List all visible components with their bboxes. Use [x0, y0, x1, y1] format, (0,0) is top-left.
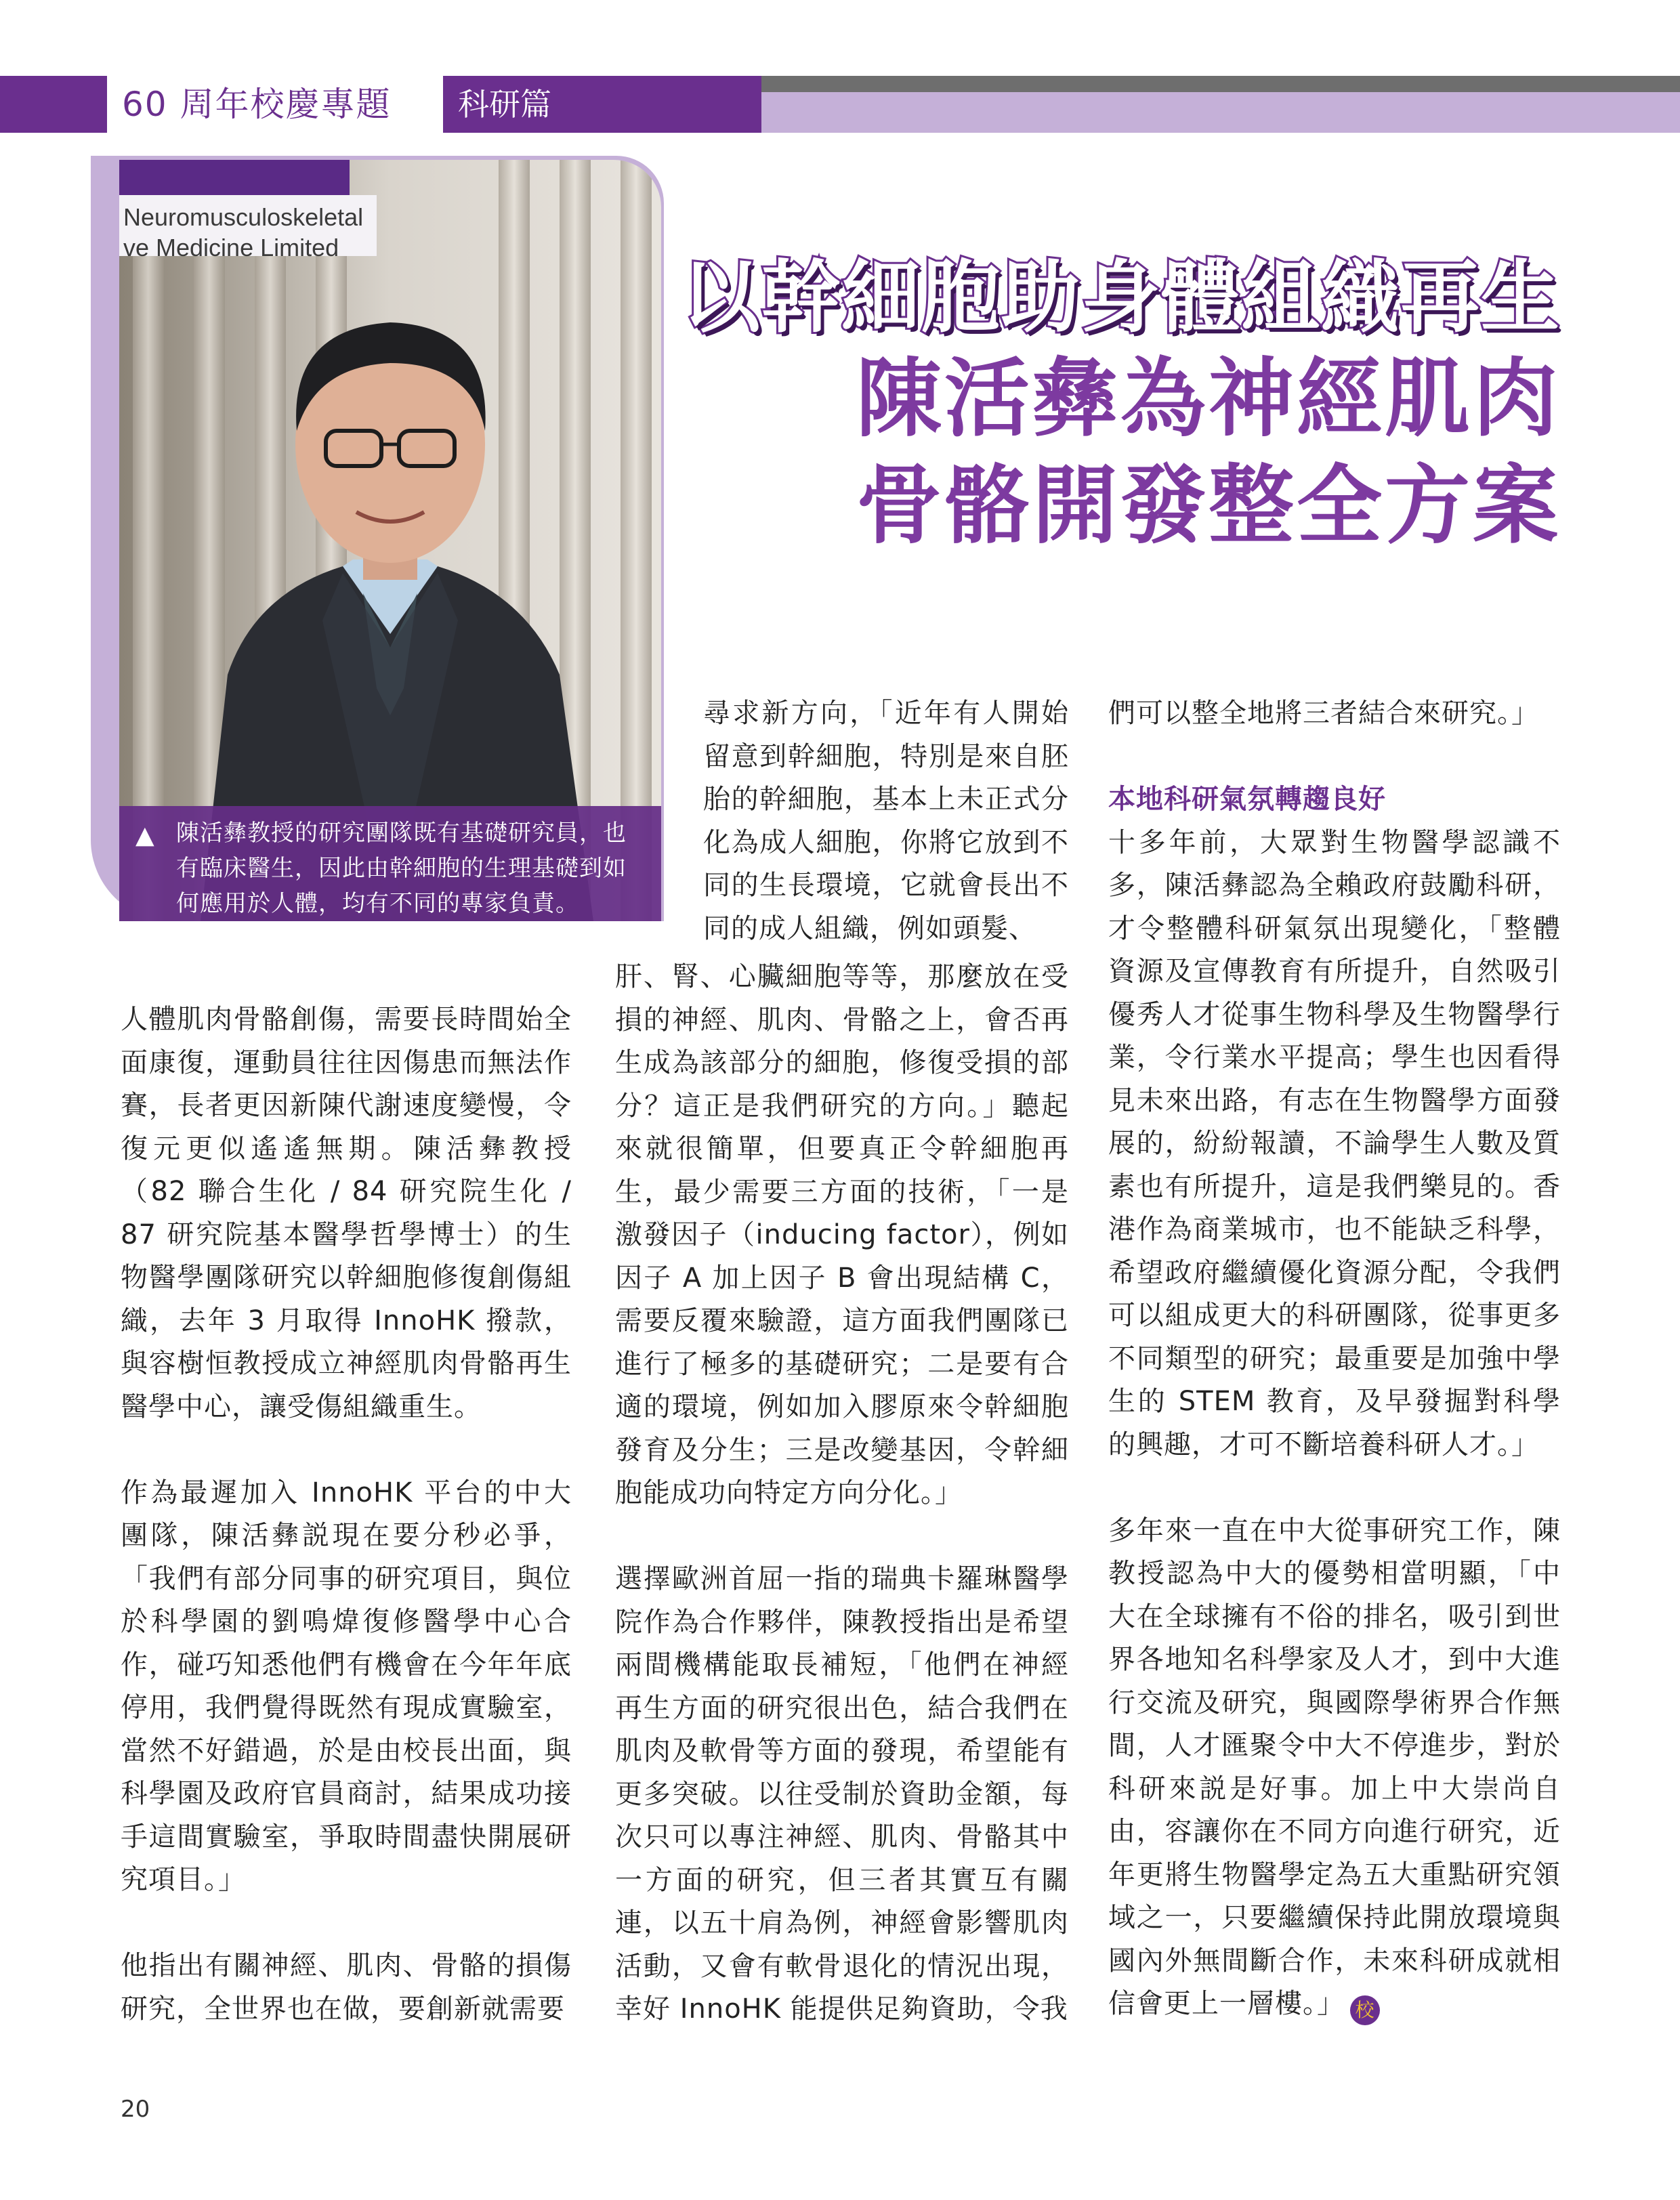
- paragraph: 作為最遲加入 InnoHK 平台的中大團隊，陳活彝説現在要分秒必爭，「我們有部分同事的研究項目，與位於科學園的劉鳴煒復修醫學中心合作，碰巧知悉他們有機會在今年年底停用，我們覺得既然有現成實驗室，當然不好錯過，於是由校長出面，與科學園及政府官員商討，結果成功接手這間實驗室，爭取時間盡快開展研究項目。」: [121, 1477, 572, 1895]
- article-column-1: [121, 998, 572, 2031]
- caption-triangle-icon: ▲: [135, 822, 154, 849]
- subheadline-line-1: 陳活彝為神經肌肉: [856, 349, 1561, 448]
- series-label: 60 周年校慶專題: [122, 85, 392, 124]
- header-accent-bar: [0, 76, 107, 133]
- header-gray-bar: [761, 76, 1680, 92]
- paragraph: 選擇歐洲首屈一指的瑞典卡羅琳醫學院作為合作夥伴，陳教授指出是希望兩間機構能取長補短，「他們在神經再生方面的研究很出色，結合我們在肌肉及軟骨等方面的發現，希望能有更多突破。以往受制於資助金額，每次只可以專注神經、肌肉、骨骼其中一方面的研究，但三者其實互有關連，以五十肩為例，神經會影響肌肉活動，又會有軟骨退化的情況出現，幸好 InnoHK 能提供足夠資助，令我: [615, 1563, 1069, 2025]
- paragraph: 十多年前，大眾對生物醫學認識不多，陳活彝認為全賴政府鼓勵科研，才令整體科研氣氛出現變化，「整體資源及宣傳教育有所提升，自然吸引優秀人才從事生物科學及生物醫學行業，令行業水平提高；學生也因看得見未來出路，有志在生物醫學方面發展的，紛紛報讀，不論學生人數及質素也有所提升，這是我們樂見的。香港作為商業城市，也不能缺乏科學，希望政府繼續優化資源分配，令我們可以組成更大的科研團隊，從事更多不同類型的研究；最重要是加強中學生的 STEM 教育，及早發掘對科學的興趣，才可不斷培養科研人才。」: [1108, 826, 1561, 1460]
- section-label: 科研篇: [443, 76, 761, 133]
- article-column-2: [615, 956, 1069, 2031]
- paragraph: 人體肌肉骨骼創傷，需要長時間始全面康復，運動員往往因傷患而無法作賽，長者更因新陳代謝速度變慢，令復元更似遙遙無期。陳活彝教授（82 聯合生化 / 84 研究院生化 / 87 研究院基本醫學哲學博士）的生物醫學團隊研究以幹細胞修復創傷組織，去年 3 月取得 InnoHK 撥款，與容樹恒教授成立神經肌肉骨骼再生醫學中心，讓受傷組織重生。: [121, 1004, 572, 1422]
- photo-caption: [119, 806, 661, 921]
- article-column-3: [1108, 692, 1561, 2026]
- paragraph: 多年來一直在中大從事研究工作，陳教授認為中大的優勢相當明顯，「中大在全球擁有不俗的排名，吸引到世界各地知名科學家及人才，到中大進行交流及研究，與國際學術界合作無間，人才匯聚令中大不停進步，對於科研來説是好事。加上中大崇尚自由，容讓你在不同方向進行研究，近年更將生物醫學定為五大重點研究領域之一，只要繼續保持此開放環境與國內外無間斷合作，未來科研成就相信會更上一層樓。」: [1108, 1515, 1561, 2019]
- subheadline-line-2: 骨骼開發整全方案: [856, 456, 1561, 555]
- paragraph: 們可以整全地將三者結合來研究。」: [1108, 698, 1539, 729]
- header-lavender-bar: [761, 92, 1680, 133]
- sign-line-1: Neuromusculoskeletal: [123, 203, 364, 231]
- end-mark-icon: 校: [1350, 1995, 1380, 2025]
- page-number: 20: [121, 2096, 150, 2123]
- paragraph: 肝、腎、心臟細胞等等，那麼放在受損的神經、肌肉、骨骼之上，會否再生成為該部分的細胞，修復受損的部分？這正是我們研究的方向。」聽起來就很簡單，但要真正令幹細胞再生，最少需要三方面的技術，「一是激發因子（inducing factor），例如因子 A 加上因子 B 會出現結構 C，需要反覆來驗證，這方面我們團隊已進行了極多的基礎研究；二是要有合適的環境，例如加入膠原來令幹細胞發育及分生；三是改變基因，令幹細胞能成功向特定方向分化。」: [615, 961, 1069, 1508]
- section-subheading: 本地科研氣氛轉趨良好: [1108, 784, 1386, 815]
- paragraph: 他指出有關神經、肌肉、骨骼的損傷研究，全世界也在做，要創新就需要: [121, 1950, 572, 2025]
- article-column-2-top: [703, 692, 1069, 950]
- subheadline: [612, 345, 1561, 559]
- caption-text: 陳活彝教授的研究團隊既有基礎研究員，也有臨床醫生，因此由幹細胞的生理基礎到如何應用於人體，均有不同的專家負責。: [176, 820, 627, 917]
- sign-line-2: ve Medicine Limited: [123, 234, 339, 261]
- headline: 以幹細胞助身體組織再生: [681, 252, 1561, 343]
- paragraph: 尋求新方向，「近年有人開始留意到幹細胞，特別是來自胚胎的幹細胞，基本上未正式分化為成人細胞，你將它放到不同的生長環境，它就會長出不同的成人組織，例如頭髮、: [703, 698, 1069, 944]
